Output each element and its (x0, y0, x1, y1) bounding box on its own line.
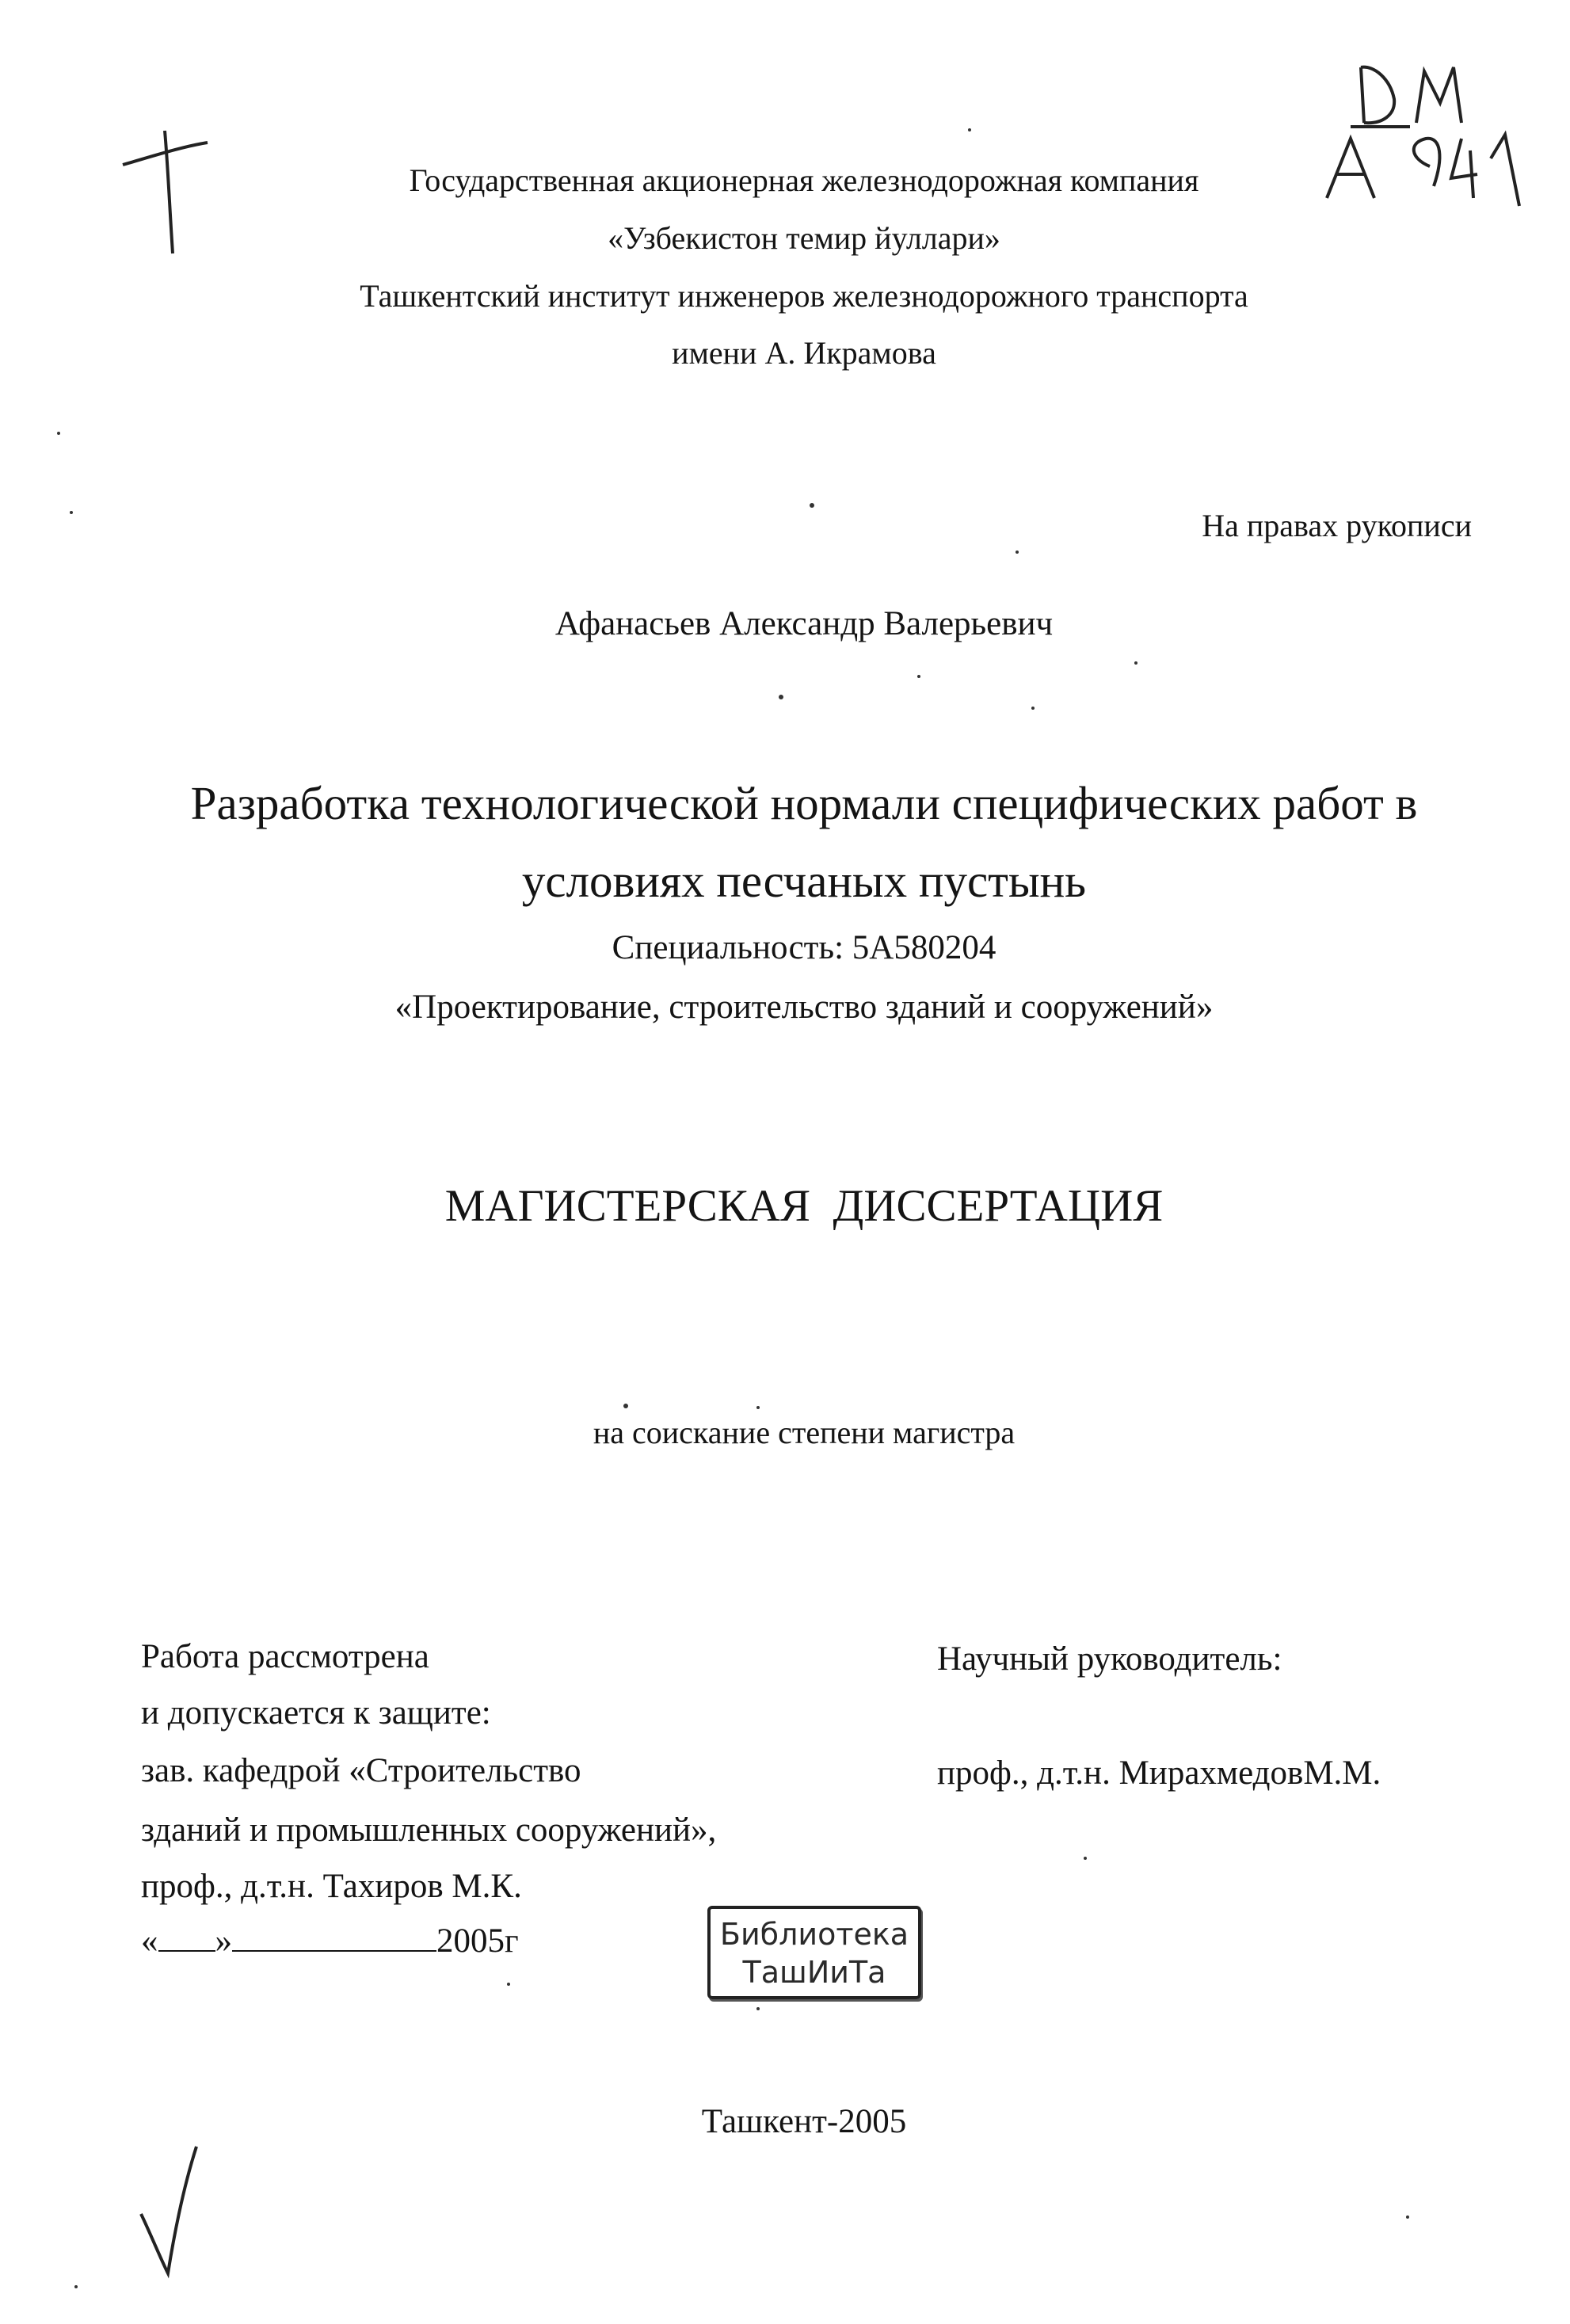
handwritten-shelf-mark (1315, 48, 1537, 230)
specialty-code: Специальность: 5А580204 (612, 929, 996, 966)
scan-speck (779, 695, 783, 699)
scan-speck (57, 432, 60, 435)
scan-speck (968, 128, 971, 131)
approval-line1: Работа рассмотрена (141, 1638, 429, 1675)
approval-date (141, 1922, 519, 1960)
stamp-line2: ТашИиТа (742, 1955, 886, 1990)
scan-speck (1084, 1857, 1087, 1860)
approval-line3: зав. кафедрой «Строительство (141, 1752, 581, 1789)
scan-speck (756, 1406, 760, 1409)
approval-line2: и допускается к защите: (141, 1694, 491, 1732)
scan-speck (623, 1404, 628, 1408)
scan-speck (1016, 551, 1019, 554)
scan-speck (1406, 2215, 1409, 2219)
stamp-line1: Библиотека (719, 1917, 909, 1952)
header-company-name: «Узбекистон темир йуллари» (608, 220, 1000, 256)
library-stamp (707, 1906, 921, 1999)
specialty-name: «Проектирование, строительство зданий и сооружений» (394, 989, 1214, 1026)
date-year: 2005г (436, 1922, 519, 1960)
date-day-blank (158, 1925, 215, 1952)
handwritten-shelf-mark-drawing (1315, 48, 1537, 230)
manuscript-rights: На правах рукописи (1202, 508, 1472, 543)
supervisor-name: проф., д.т.н. МирахмедовМ.М. (937, 1754, 1381, 1792)
header-institute-named: имени А. Икрамова (672, 335, 936, 371)
scan-speck (756, 2007, 760, 2010)
approval-line5: проф., д.т.н. Тахиров М.К. (141, 1868, 522, 1905)
header-company: Государственная акционерная железнодорожная компания (409, 162, 1199, 198)
scan-speck (917, 675, 920, 678)
date-close-quote: » (215, 1922, 232, 1960)
scan-speck (1134, 661, 1137, 665)
header-institute: Ташкентский институт инженеров железнодорожного транспорта (360, 278, 1248, 314)
author-name: Афанасьев Александр Валерьевич (554, 605, 1054, 642)
approval-line4: зданий и промышленных сооружений», (141, 1812, 717, 1849)
thesis-title-line1: Разработка технологической нормали специфических работ в (190, 777, 1418, 829)
thesis-title-line2: условиях песчаных пустынь (521, 855, 1087, 907)
city-year: Ташкент-2005 (701, 2103, 907, 2140)
degree-purpose: на соискание степени магистра (593, 1415, 1016, 1450)
scan-speck (810, 503, 814, 508)
date-open-quote: « (141, 1922, 158, 1960)
scan-speck (1031, 707, 1035, 710)
supervisor-label: Научный руководитель: (937, 1640, 1282, 1678)
scan-speck (507, 1983, 510, 1986)
document-type: МАГИСТЕРСКАЯ ДИССЕРТАЦИЯ (444, 1181, 1164, 1231)
date-month-blank (232, 1925, 436, 1952)
handwritten-check-mark (135, 2139, 206, 2281)
scan-speck (74, 2285, 78, 2288)
scan-speck (70, 511, 73, 514)
